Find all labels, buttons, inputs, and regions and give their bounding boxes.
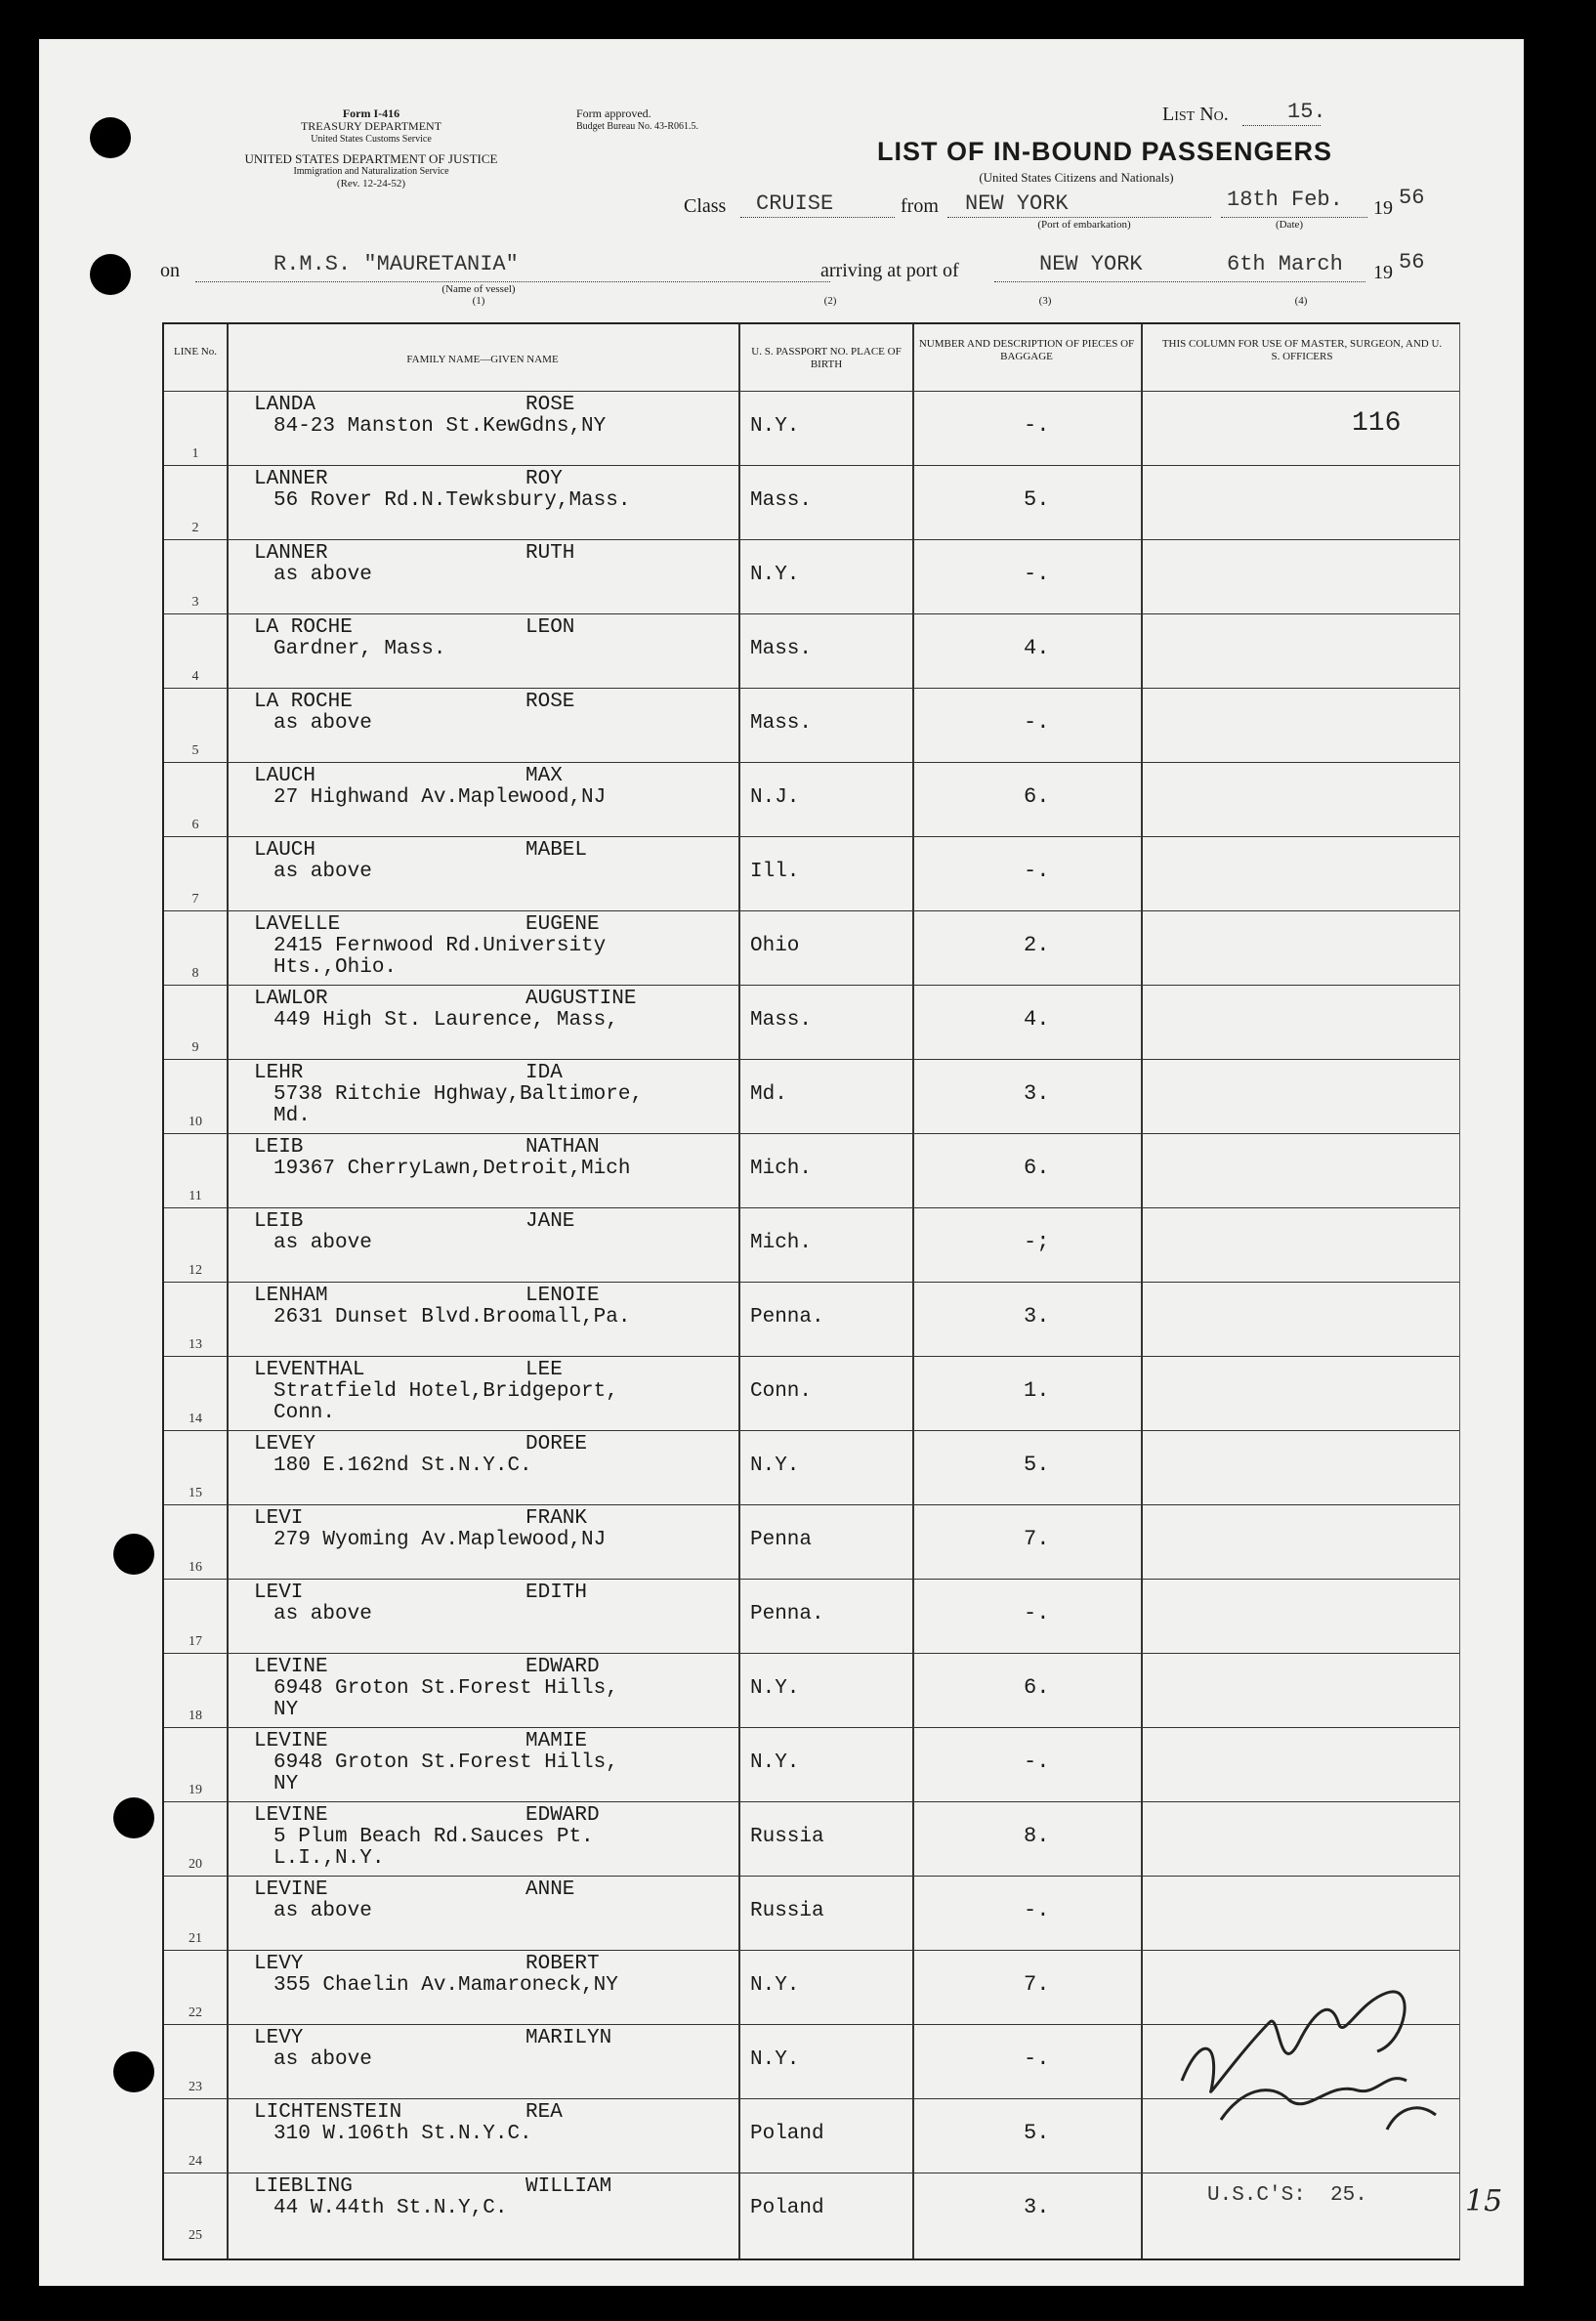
- list-number: 15.: [1287, 100, 1326, 124]
- family-name: LA ROCHE: [254, 691, 353, 713]
- form-id: [283, 107, 459, 146]
- family-name: LEVINE: [254, 1656, 328, 1678]
- place-of-birth: Poland: [750, 2197, 824, 2219]
- baggage-count: 1.: [1024, 1378, 1050, 1403]
- arrival-port: NEW YORK: [1039, 252, 1143, 276]
- approved-text: Form approved.: [576, 106, 651, 120]
- given-name: RUTH: [525, 542, 575, 565]
- place-of-birth: N.Y.: [750, 1455, 800, 1477]
- footer-uscs: U.S.C'S: 25.: [1207, 2184, 1367, 2207]
- line-number: 22: [189, 2005, 202, 2020]
- year-prefix: 19: [1373, 197, 1393, 219]
- address: 6948 Groton St.Forest Hills,: [273, 1677, 618, 1700]
- table-row: [164, 1430, 1459, 1505]
- table-row: [164, 1653, 1459, 1728]
- col-line-header: LINE No.: [174, 346, 217, 358]
- family-name: LIEBLING: [254, 2175, 353, 2198]
- address: 19367 CherryLawn,Detroit,Mich: [273, 1158, 631, 1180]
- place-of-birth: Penna: [750, 1529, 813, 1551]
- baggage-count: 6.: [1024, 784, 1050, 809]
- given-name: EDWARD: [525, 1656, 600, 1678]
- line-number: 25: [189, 2228, 202, 2243]
- dept1-sub: United States Customs Service: [311, 134, 432, 145]
- col-name-header: FAMILY NAME—GIVEN NAME: [406, 354, 559, 365]
- baggage-count: 5.: [1024, 2121, 1050, 2145]
- line-number: 19: [189, 1783, 202, 1797]
- table-row: [164, 1282, 1459, 1357]
- family-name: LEVINE: [254, 1804, 328, 1827]
- family-name: LANNER: [254, 468, 328, 490]
- line-number: 7: [191, 892, 199, 907]
- line-number: 17: [189, 1634, 202, 1649]
- given-name: EDWARD: [525, 1804, 600, 1827]
- place-of-birth: Ill.: [750, 861, 800, 883]
- baggage-count: -.: [1024, 859, 1050, 883]
- place-of-birth: Penna.: [750, 1306, 824, 1329]
- address: 180 E.162nd St.N.Y.C.: [273, 1455, 532, 1477]
- given-name: LENOIE: [525, 1285, 600, 1307]
- given-name: AUGUSTINE: [525, 988, 637, 1010]
- baggage-count: 5.: [1024, 487, 1050, 512]
- line-number: 2: [191, 521, 199, 535]
- baggage-count: -.: [1024, 1750, 1050, 1774]
- table-row: [164, 985, 1459, 1060]
- baggage-count: 2.: [1024, 933, 1050, 957]
- line-number: 1: [191, 446, 199, 461]
- given-name: ROY: [525, 468, 563, 490]
- subtitle: (United States Citizens and Nationals): [979, 170, 1174, 185]
- from-value: NEW YORK: [965, 191, 1069, 216]
- line-number: 9: [191, 1040, 199, 1055]
- given-name: LEON: [525, 616, 575, 639]
- address: as above: [273, 1900, 372, 1922]
- table-row: [164, 1133, 1459, 1208]
- given-name: JANE: [525, 1210, 575, 1233]
- place-of-birth: Mass.: [750, 489, 813, 512]
- family-name: LEVEY: [254, 1433, 316, 1456]
- given-name: MAMIE: [525, 1730, 588, 1752]
- address: 84-23 Manston St.KewGdns,NY: [273, 415, 607, 438]
- address: 5738 Ritchie Hghway,Baltimore,: [273, 1083, 644, 1106]
- officer-note: 116: [1352, 408, 1402, 439]
- cap-2: (2): [823, 295, 837, 307]
- address: as above: [273, 564, 372, 586]
- given-name: MABEL: [525, 839, 588, 862]
- given-name: IDA: [525, 1062, 563, 1084]
- list-label: List No.: [1162, 104, 1229, 125]
- dept2-block: [156, 152, 586, 190]
- year-prefix-2: 19: [1373, 262, 1393, 283]
- place-of-birth: N.Y.: [750, 2048, 800, 2071]
- line-number: 13: [189, 1337, 202, 1352]
- family-name: LAUCH: [254, 765, 316, 787]
- address: 310 W.106th St.N.Y.C.: [273, 2123, 532, 2145]
- family-name: LICHTENSTEIN: [254, 2101, 402, 2124]
- family-name: LENHAM: [254, 1285, 328, 1307]
- line-number: 14: [189, 1412, 202, 1426]
- line-number: 12: [189, 1263, 202, 1278]
- table-row: [164, 1207, 1459, 1283]
- baggage-count: -.: [1024, 562, 1050, 586]
- address-line2: Conn.: [273, 1402, 336, 1424]
- line-number: 24: [189, 2154, 202, 2169]
- place-of-birth: Russia: [750, 1900, 824, 1922]
- place-of-birth: Poland: [750, 2123, 824, 2145]
- given-name: NATHAN: [525, 1136, 600, 1159]
- vessel-name: R.M.S. "MAURETANIA": [273, 252, 519, 276]
- line-number: 3: [191, 595, 199, 610]
- place-of-birth: N.Y.: [750, 1751, 800, 1774]
- address: as above: [273, 2048, 372, 2071]
- punch-hole: [90, 254, 131, 295]
- place-of-birth: Mich.: [750, 1232, 813, 1254]
- signature-scribble: [1162, 1934, 1455, 2149]
- arriving-label: arriving at port of: [820, 260, 959, 281]
- place-of-birth: N.J.: [750, 786, 800, 809]
- date1: 18th Feb.: [1227, 188, 1343, 212]
- given-name: DOREE: [525, 1433, 588, 1456]
- year2: 56: [1399, 250, 1425, 274]
- place-of-birth: N.Y.: [750, 564, 800, 586]
- family-name: LAWLOR: [254, 988, 328, 1010]
- form-id-text: Form I-416: [342, 106, 400, 120]
- line-number: 21: [189, 1931, 202, 1946]
- baggage-count: 7.: [1024, 1972, 1050, 1997]
- cap-1: (1): [472, 295, 485, 307]
- place-of-birth: Russia: [750, 1826, 824, 1848]
- baggage-count: -;: [1024, 1230, 1050, 1254]
- address-line2: Md.: [273, 1105, 311, 1127]
- family-name: LA ROCHE: [254, 616, 353, 639]
- family-name: LEVI: [254, 1507, 304, 1530]
- embark-caption: (Port of embarkation): [1037, 219, 1131, 231]
- col-officers-header: THIS COLUMN FOR USE OF MASTER, SURGEON, AND U. S. OFFICERS: [1161, 338, 1443, 362]
- baggage-count: 6.: [1024, 1675, 1050, 1700]
- line-number: 18: [189, 1709, 202, 1723]
- address: 56 Rover Rd.N.Tewksbury,Mass.: [273, 489, 631, 512]
- baggage-count: 3.: [1024, 1081, 1050, 1106]
- line-number: 5: [191, 743, 199, 758]
- line-number: 20: [189, 1857, 202, 1872]
- family-name: LAVELLE: [254, 913, 341, 936]
- address: 27 Highwand Av.Maplewood,NJ: [273, 786, 607, 809]
- table-row: [164, 1356, 1459, 1431]
- col-baggage-header: NUMBER AND DESCRIPTION OF PIECES OF BAGGAGE: [918, 338, 1135, 362]
- family-name: LEVY: [254, 1953, 304, 1975]
- address-line2: NY: [273, 1773, 299, 1795]
- given-name: ROSE: [525, 394, 575, 416]
- line-number: 6: [191, 818, 199, 832]
- table-row: [164, 1504, 1459, 1580]
- family-name: LEIB: [254, 1210, 304, 1233]
- punch-hole: [113, 1797, 154, 1838]
- address: 355 Chaelin Av.Mamaroneck,NY: [273, 1974, 618, 1997]
- address: 279 Wyoming Av.Maplewood,NJ: [273, 1529, 607, 1551]
- given-name: MARILYN: [525, 2027, 612, 2049]
- given-name: FRANK: [525, 1507, 588, 1530]
- given-name: MAX: [525, 765, 563, 787]
- table-row: [164, 1801, 1459, 1877]
- given-name: WILLIAM: [525, 2175, 612, 2198]
- margin-note: 15: [1465, 2184, 1503, 2218]
- address-line2: Hts.,Ohio.: [273, 956, 398, 979]
- place-of-birth: N.Y.: [750, 1974, 800, 1997]
- given-name: ROSE: [525, 691, 575, 713]
- baggage-count: -.: [1024, 710, 1050, 735]
- given-name: LEE: [525, 1359, 563, 1381]
- baggage-count: 4.: [1024, 636, 1050, 660]
- given-name: ANNE: [525, 1878, 575, 1901]
- vessel-caption: (Name of vessel): [441, 283, 516, 295]
- from-label: from: [901, 195, 939, 217]
- class-value: CRUISE: [756, 191, 834, 216]
- family-name: LANNER: [254, 542, 328, 565]
- address: as above: [273, 712, 372, 735]
- place-of-birth: N.Y.: [750, 1677, 800, 1700]
- baggage-count: 5.: [1024, 1453, 1050, 1477]
- place-of-birth: Penna.: [750, 1603, 824, 1625]
- baggage-count: 7.: [1024, 1527, 1050, 1551]
- table-row: [164, 688, 1459, 763]
- given-name: EDITH: [525, 1582, 588, 1604]
- on-label: on: [160, 260, 180, 281]
- page-title: LIST OF IN-BOUND PASSENGERS: [877, 137, 1333, 166]
- baggage-count: 3.: [1024, 2195, 1050, 2219]
- address: 6948 Groton St.Forest Hills,: [273, 1751, 618, 1774]
- date2: 6th March: [1227, 252, 1343, 276]
- table-row: [164, 910, 1459, 986]
- baggage-count: -.: [1024, 1601, 1050, 1625]
- dept2-sub: Immigration and Naturalization Service: [293, 166, 449, 177]
- table-row: [164, 1579, 1459, 1654]
- baggage-count: 3.: [1024, 1304, 1050, 1329]
- address: Gardner, Mass.: [273, 638, 446, 660]
- class-label: Class: [684, 195, 727, 217]
- address: as above: [273, 861, 372, 883]
- punch-hole: [113, 2051, 154, 2092]
- year1: 56: [1399, 186, 1425, 210]
- address: 5 Plum Beach Rd.Sauces Pt.: [273, 1826, 594, 1848]
- table-row: [164, 613, 1459, 689]
- cap-3: (3): [1038, 295, 1052, 307]
- place-of-birth: Mass.: [750, 1009, 813, 1032]
- family-name: LEHR: [254, 1062, 304, 1084]
- baggage-count: 4.: [1024, 1007, 1050, 1032]
- given-name: REA: [525, 2101, 563, 2124]
- given-name: EUGENE: [525, 913, 600, 936]
- family-name: LEVINE: [254, 1730, 328, 1752]
- place-of-birth: Mich.: [750, 1158, 813, 1180]
- place-of-birth: Ohio: [750, 935, 800, 957]
- table-row: [164, 391, 1459, 466]
- address: Stratfield Hotel,Bridgeport,: [273, 1380, 618, 1403]
- address: 44 W.44th St.N.Y,C.: [273, 2197, 508, 2219]
- punch-hole: [90, 117, 131, 158]
- family-name: LEVENTHAL: [254, 1359, 365, 1381]
- line-number: 8: [191, 966, 199, 981]
- address: 2415 Fernwood Rd.University: [273, 935, 607, 957]
- budget-text: Budget Bureau No. 43-R061.5.: [576, 121, 698, 132]
- address: as above: [273, 1603, 372, 1625]
- family-name: LEVY: [254, 2027, 304, 2049]
- line-number: 23: [189, 2080, 202, 2094]
- line-number: 16: [189, 1560, 202, 1575]
- baggage-count: 8.: [1024, 1824, 1050, 1848]
- table-row: [164, 836, 1459, 911]
- baggage-count: -.: [1024, 1898, 1050, 1922]
- family-name: LEVI: [254, 1582, 304, 1604]
- family-name: LAUCH: [254, 839, 316, 862]
- line-number: 15: [189, 1486, 202, 1500]
- table-row: [164, 465, 1459, 540]
- line-number: 11: [189, 1189, 202, 1203]
- address: 449 High St. Laurence, Mass,: [273, 1009, 618, 1032]
- table-row: [164, 539, 1459, 614]
- place-of-birth: Md.: [750, 1083, 787, 1106]
- family-name: LANDA: [254, 394, 316, 416]
- place-of-birth: Mass.: [750, 638, 813, 660]
- place-of-birth: Conn.: [750, 1380, 813, 1403]
- address-line2: NY: [273, 1699, 299, 1721]
- line-number: 10: [189, 1115, 202, 1129]
- dept2: UNITED STATES DEPARTMENT OF JUSTICE: [244, 151, 498, 166]
- date-caption: (Date): [1275, 219, 1304, 231]
- baggage-count: -.: [1024, 413, 1050, 438]
- place-of-birth: N.Y.: [750, 415, 800, 438]
- place-of-birth: Mass.: [750, 712, 813, 735]
- address: 2631 Dunset Blvd.Broomall,Pa.: [273, 1306, 631, 1329]
- table-row: [164, 1727, 1459, 1802]
- cap-4: (4): [1294, 295, 1308, 307]
- family-name: LEIB: [254, 1136, 304, 1159]
- rev: (Rev. 12-24-52): [336, 178, 406, 190]
- address: as above: [273, 1232, 372, 1254]
- given-name: ROBERT: [525, 1953, 600, 1975]
- dept1: TREASURY DEPARTMENT: [300, 119, 442, 133]
- approval-block: [576, 107, 811, 133]
- line-number: 4: [191, 669, 199, 684]
- family-name: LEVINE: [254, 1878, 328, 1901]
- col-passport-header: U. S. PASSPORT NO. PLACE OF BIRTH: [751, 346, 902, 370]
- document-page: [39, 39, 1524, 2286]
- table-row: [164, 1059, 1459, 1134]
- table-row: [164, 762, 1459, 837]
- address-line2: L.I.,N.Y.: [273, 1847, 385, 1870]
- baggage-count: -.: [1024, 2047, 1050, 2071]
- punch-hole: [113, 1534, 154, 1575]
- baggage-count: 6.: [1024, 1156, 1050, 1180]
